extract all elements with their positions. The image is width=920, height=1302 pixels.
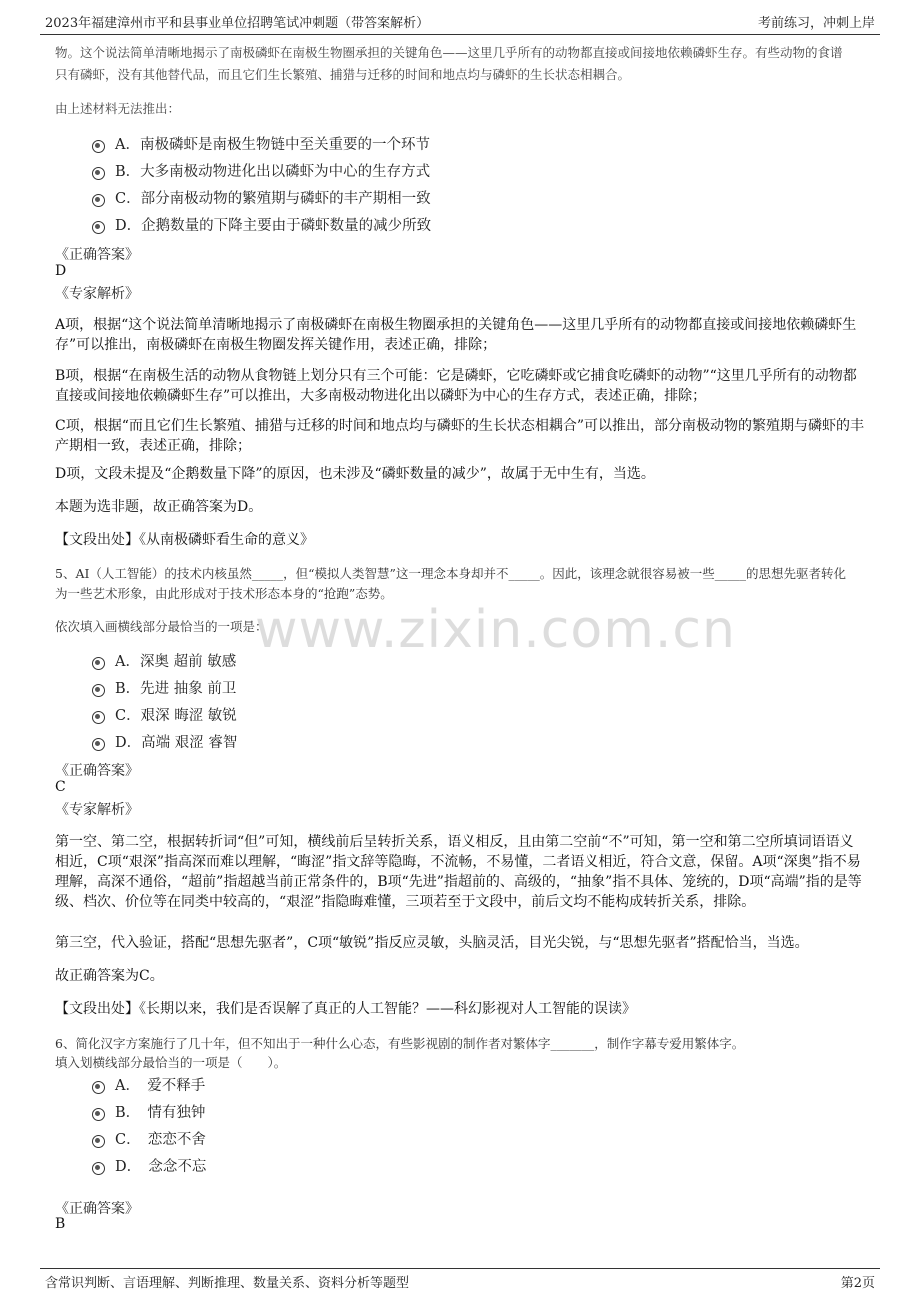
page-number: 第2页 (840, 1276, 875, 1291)
option-d[interactable]: D． 念念不忘 (92, 1155, 206, 1176)
answer-value: D (55, 263, 67, 279)
footer-description: 含常识判断、言语理解、判断推理、数量关系、资料分析等题型 (45, 1276, 410, 1291)
radio-icon[interactable] (92, 221, 105, 234)
analysis-paragraph: A项，根据“这个说法简单清晰地揭示了南极磷虾在南极生物圈承担的关键角色——这里几乎所有的动物都直接或间接地依赖磷虾生存”可以推出，南极磷虾在南极生物圈发挥关键作用，表述正确，排除； (55, 317, 857, 353)
footer-rule (40, 1268, 880, 1269)
header-slogan: 考前练习，冲刺上岸 (757, 16, 875, 31)
analysis-paragraph: 第三空，代入验证，搭配“思想先驱者”，C项“敏锐”指反应灵敏，头脑灵活，目光尖锐，与“思想先驱者”搭配恰当，当选。 (55, 935, 809, 951)
answer-label: 《正确答案》 (55, 1201, 139, 1217)
option-c[interactable]: C．艰深 晦涩 敏锐 (92, 704, 237, 725)
analysis-label: 《专家解析》 (55, 802, 139, 818)
option-b[interactable]: B．大多南极动物进化出以磷虾为中心的生存方式 (92, 160, 430, 181)
option-b[interactable]: B．先进 抽象 前卫 (92, 677, 236, 698)
radio-icon[interactable] (92, 684, 105, 697)
option-c[interactable]: C． 恋恋不舍 (92, 1128, 206, 1149)
option-b[interactable]: B． 情有独钟 (92, 1101, 205, 1122)
option-a[interactable]: A． 爱不释手 (92, 1074, 205, 1095)
radio-icon[interactable] (92, 1108, 105, 1121)
analysis-label: 《专家解析》 (55, 286, 139, 302)
question-stem: 5、AI（人工智能）的技术内核虽然_____，但“模拟人类智慧”这一理念本身却并不_____。因此，该理念就很容易被一些_____的思想先驱者转化 (55, 566, 846, 581)
intro-line-1: 物。这个说法简单清晰地揭示了南极磷虾在南极生物圈承担的关键角色——这里几乎所有的动物都直接或间接地依赖磷虾生存。有些动物的食谱 (55, 45, 843, 60)
intro-line-2: 只有磷虾，没有其他替代品，而且它们生长繁殖、捕猎与迁移的时间和地点均与磷虾的生长状态相耦合。 (55, 67, 631, 82)
option-d[interactable]: D．企鹅数量的下降主要由于磷虾数量的减少所致 (92, 214, 431, 235)
answer-label: 《正确答案》 (55, 763, 139, 779)
answer-value: C (55, 779, 66, 795)
question-stem: 6、简化汉字方案施行了几十年，但不知出于一种什么心态，有些影视剧的制作者对繁体字_______，制作字幕专爱用繁体字。 (55, 1036, 745, 1051)
radio-icon[interactable] (92, 167, 105, 180)
header-rule (40, 34, 880, 35)
option-c[interactable]: C．部分南极动物的繁殖期与磷虾的丰产期相一致 (92, 187, 431, 208)
option-d[interactable]: D．高端 艰涩 睿智 (92, 731, 237, 752)
question-prompt: 由上述材料无法推出： (55, 101, 181, 116)
source-citation: 【文段出处】《从南极磷虾看生命的意义》 (55, 532, 314, 548)
radio-icon[interactable] (92, 1081, 105, 1094)
analysis-paragraph: D项，文段未提及“企鹅数量下降”的原因，也未涉及“磷虾数量的减少”，故属于无中生有，当选。 (55, 466, 655, 482)
watermark: www.zixin.com.cn (255, 600, 736, 660)
radio-icon[interactable] (92, 1162, 105, 1175)
question-prompt: 填入划横线部分最恰当的一项是（ ）。 (55, 1055, 287, 1070)
answer-label: 《正确答案》 (55, 247, 139, 263)
document-title: 2023年福建漳州市平和县事业单位招聘笔试冲刺题（带答案解析） (45, 16, 430, 31)
radio-icon[interactable] (92, 1135, 105, 1148)
radio-icon[interactable] (92, 194, 105, 207)
analysis-paragraph: C项，根据“而且它们生长繁殖、捕猎与迁移的时间和地点均与磷虾的生长状态相耦合”可以推出，部分南极动物的繁殖期与磷虾的丰产期相一致，表述正确，排除； (55, 418, 865, 454)
radio-icon[interactable] (92, 738, 105, 751)
option-a[interactable]: A．深奥 超前 敏感 (92, 650, 236, 671)
radio-icon[interactable] (92, 140, 105, 153)
question-stem-cont: 为一些艺术形象，由此形成对于技术形态本身的“抢跑”态势。 (55, 586, 393, 601)
answer-value: B (55, 1216, 66, 1232)
radio-icon[interactable] (92, 711, 105, 724)
analysis-paragraph: B项，根据“在南极生活的动物从食物链上划分只有三个可能：它是磷虾，它吃磷虾或它捕食吃磷虾的动物”“这里几乎所有的动物都直接或间接地依赖磷虾生存”可以推出，大多南极动物进化出以磷虾为中心的生存方式，表述正确，排除； (55, 368, 857, 404)
option-a[interactable]: A．南极磷虾是南极生物链中至关重要的一个环节 (92, 133, 430, 154)
analysis-paragraph: 第一空、第二空，根据转折词“但”可知，横线前后呈转折关系，语义相反，且由第二空前“不”可知，第一空和第二空所填词语语义相近，C项“艰深”指高深而难以理解，“晦涩”指文辞等隐晦，不流畅，不易懂，二者语义相近，符合文意，保留。A项“深奥”指不易理解，高深不通俗，“超前”指超越当前正常条件的，B项“先进”指超前的、高级的，“抽象”指不具体、笼统的，D项“高端”指的是等级、档次、价位等在同类中较高的，“艰涩”指隐晦难懂，三项若至于文段中，前后文均不能构成转折关系，排除。 (55, 834, 862, 910)
radio-icon[interactable] (92, 657, 105, 670)
question-prompt: 依次填入画横线部分最恰当的一项是： (55, 619, 268, 634)
source-citation: 【文段出处】《长期以来，我们是否误解了真正的人工智能？——科幻影视对人工智能的误读》 (55, 1001, 636, 1017)
analysis-conclusion: 本题为选非题，故正确答案为D。 (55, 499, 263, 515)
analysis-conclusion: 故正确答案为C。 (55, 968, 164, 984)
